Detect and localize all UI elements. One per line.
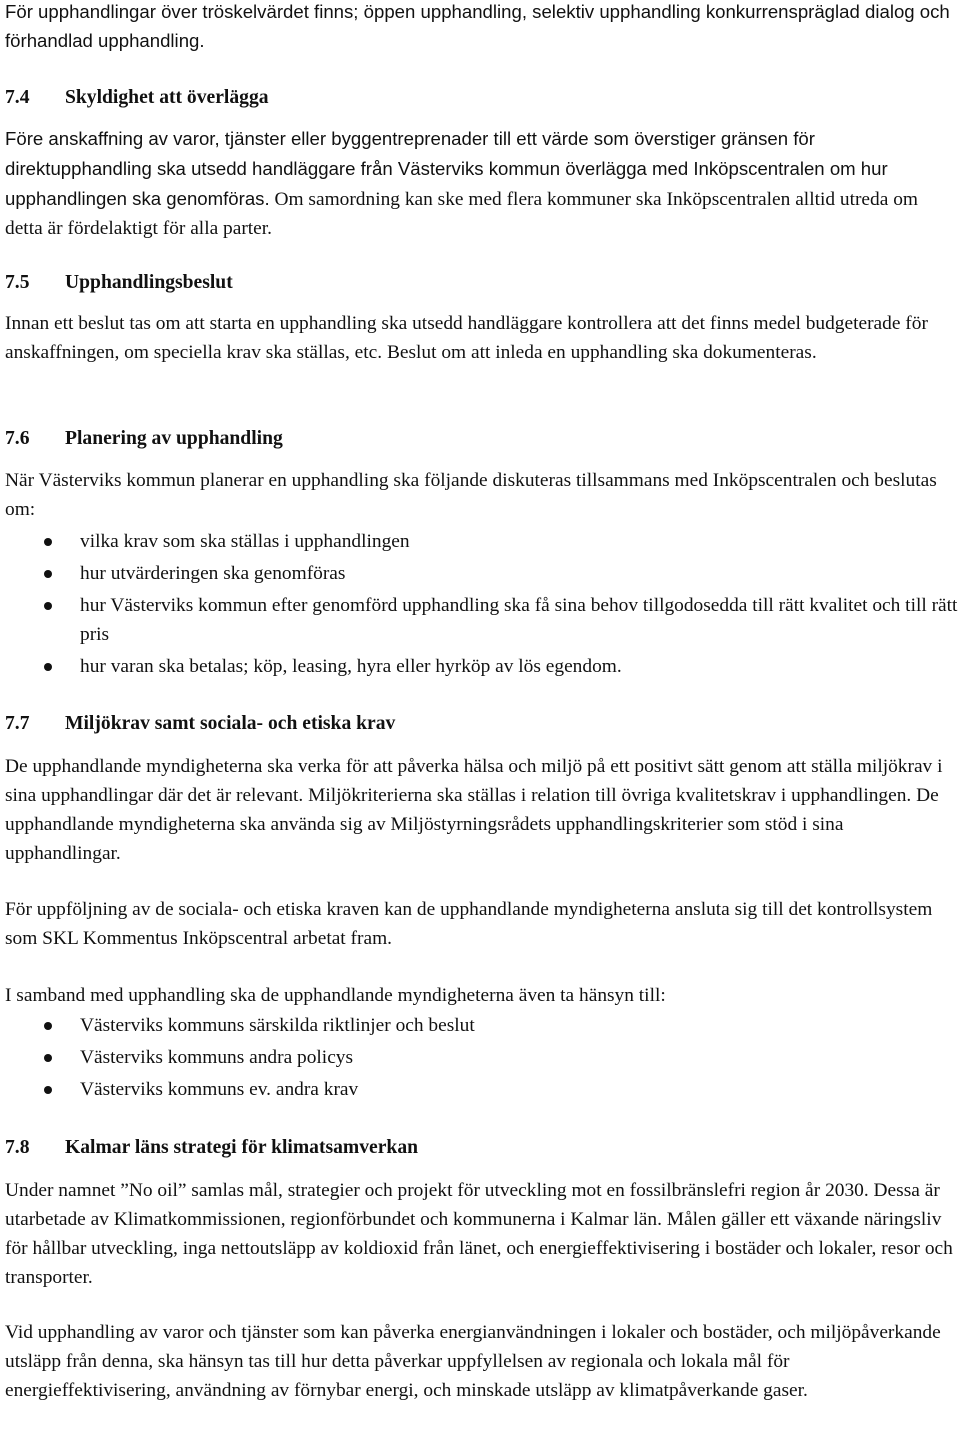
section-7-4-text-sans: Före anskaffning av varor, tjänster eller byggentreprenader till ett värde som överstiger gränsen för direktupphandling ska utsedd handläggare från Västerviks kommun överlägga med Inköpscentralen om hur upphandlingen ska genomföras. bbox=[5, 128, 888, 209]
section-title: Upphandlingsbeslut bbox=[65, 272, 233, 293]
bullet-icon bbox=[44, 570, 52, 578]
section-title: Planering av upphandling bbox=[65, 428, 283, 449]
section-heading-7-6 bbox=[5, 424, 283, 453]
list-item bbox=[0, 559, 960, 588]
section-7-7-paragraph-1: De upphandlande myndigheterna ska verka för att påverka hälsa och miljö på ett positivt sätt genom att ställa miljökrav i sina upphandlingar där det är relevant. Miljökriterierna ska ställas i relation till övriga kvalitetskrav i upphandlingen. De upphandlande myndigheterna ska använda sig av Miljöstyrningsrådets upphandlingskriterier som stöd i sina upphandlingar. bbox=[5, 756, 943, 864]
list-item-text: hur Västerviks kommun efter genomförd upphandling ska få sina behov tillgodosedda till rätt kvalitet och till rätt pris bbox=[80, 595, 958, 645]
section-7-5-paragraph: Innan ett beslut tas om att starta en upphandling ska utsedd handläggare kontrollera att det finns medel budgeterade för anskaffningen, om speciella krav ska ställas, etc. Beslut om att inleda en upphandling ska dokumenteras. bbox=[5, 313, 928, 363]
section-heading-7-5 bbox=[5, 268, 233, 297]
list-item bbox=[0, 527, 960, 556]
section-title: Miljökrav samt sociala- och etiska krav bbox=[65, 713, 396, 734]
section-number: 7.7 bbox=[5, 713, 30, 734]
list-item-text: Västerviks kommuns ev. andra krav bbox=[80, 1079, 359, 1100]
section-7-8-paragraph-1: Under namnet ”No oil” samlas mål, strategier och projekt för utveckling mot en fossilbränslefri region år 2030. Dessa är utarbetade av Klimatkommissionen, regionförbundet och kommunerna i Kalmar län. Målen gäller ett växande näringsliv för hållbar utveckling, inga nettoutsläpp av koldioxid från länet, och energieffektivisering i bostäder och lokaler, resor och transporter. bbox=[5, 1180, 953, 1288]
section-7-6-paragraph: När Västerviks kommun planerar en upphandling ska följande diskuteras tillsammans med Inköpscentralen och beslutas om: bbox=[5, 470, 937, 520]
section-7-8-paragraph-2: Vid upphandling av varor och tjänster som kan påverka energianvändningen i lokaler och bostäder, och miljöpåverkande utsläpp från denna, ska hänsyn tas till hur detta påverkar uppfyllelsen av regionala och lokala mål för energieffektivisering, användning av förnybar energi, och minskade utsläpp av klimatpåverkande gaser. bbox=[5, 1322, 941, 1401]
list-item bbox=[0, 1043, 960, 1072]
bullet-icon bbox=[44, 538, 52, 546]
list-item bbox=[0, 591, 960, 649]
section-title: Skyldighet att överlägga bbox=[65, 87, 269, 108]
section-7-7-paragraph-2: För uppföljning av de sociala- och etiska kraven kan de upphandlande myndigheterna ansluta sig till det kontrollsystem som SKL Kommentus Inköpscentral arbetat fram. bbox=[5, 899, 933, 949]
section-7-4-paragraph bbox=[5, 124, 960, 243]
section-heading-7-8 bbox=[5, 1133, 418, 1162]
bullet-icon bbox=[44, 1086, 52, 1094]
list-item-text: hur utvärderingen ska genomföras bbox=[80, 563, 346, 584]
section-number: 7.6 bbox=[5, 428, 30, 449]
list-item bbox=[0, 1011, 960, 1040]
list-item-text: vilka krav som ska ställas i upphandlingen bbox=[80, 531, 410, 552]
bullet-icon bbox=[44, 1054, 52, 1062]
bullet-icon bbox=[44, 602, 52, 610]
section-number: 7.4 bbox=[5, 87, 30, 108]
list-item-text: Västerviks kommuns andra policys bbox=[80, 1047, 354, 1068]
list-item bbox=[0, 652, 960, 681]
section-7-4-text-serif: Om samordning kan ske med flera kommuner ska Inköpscentralen alltid utreda om detta är fördelaktigt för alla parter. bbox=[5, 189, 918, 239]
section-7-7-bullet-list bbox=[0, 1011, 960, 1104]
section-7-7-paragraph-3: I samband med upphandling ska de upphandlande myndigheterna även ta hänsyn till: bbox=[5, 985, 666, 1006]
list-item bbox=[0, 1075, 960, 1104]
bullet-icon bbox=[44, 663, 52, 671]
section-number: 7.8 bbox=[5, 1137, 30, 1158]
bullet-icon bbox=[44, 1022, 52, 1030]
intro-paragraph: För upphandlingar över tröskelvärdet finns; öppen upphandling, selektiv upphandling konkurrenspräglad dialog och förhandlad upphandling. bbox=[5, 1, 950, 51]
section-7-6-bullet-list bbox=[0, 527, 960, 681]
list-item-text: hur varan ska betalas; köp, leasing, hyra eller hyrköp av lös egendom. bbox=[80, 656, 622, 677]
section-number: 7.5 bbox=[5, 272, 30, 293]
section-heading-7-7 bbox=[5, 709, 395, 738]
list-item-text: Västerviks kommuns särskilda riktlinjer och beslut bbox=[80, 1015, 475, 1036]
section-title: Kalmar läns strategi för klimatsamverkan bbox=[65, 1137, 419, 1158]
section-heading-7-4 bbox=[5, 83, 269, 112]
